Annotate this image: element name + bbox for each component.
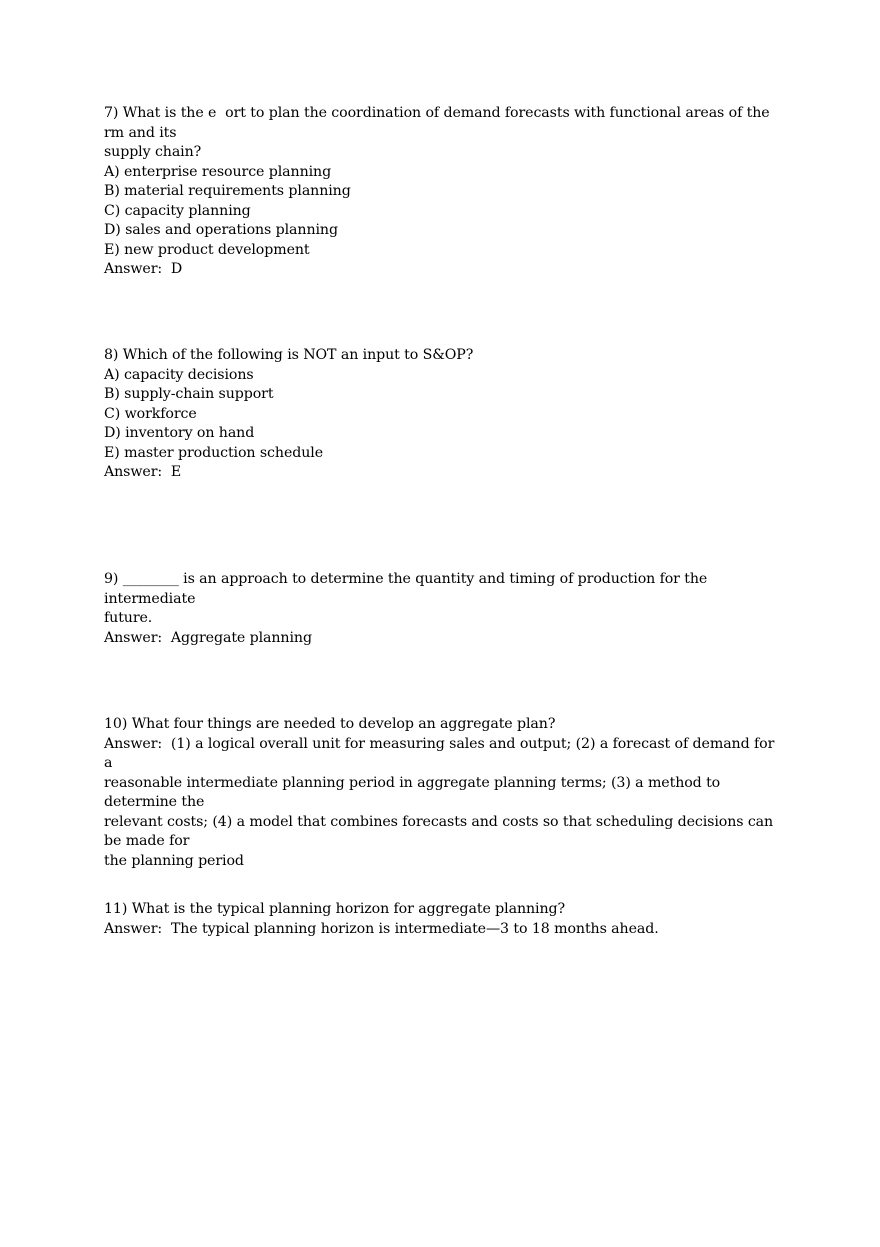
answer-option: B) supply-chain support: [104, 386, 274, 402]
answer-option: B) material requirements planning: [104, 183, 351, 199]
question-11: [104, 900, 780, 939]
answer-line: the planning period: [104, 852, 244, 869]
answer-line: Answer: (1) a logical overall unit for measuring sales and output; (2) a forecast of demand for a: [104, 735, 779, 771]
question-stem-line: 7) What is the e ort to plan the coordination of demand forecasts with functional areas of the rm and its: [104, 105, 783, 141]
answer-option: C) capacity planning: [104, 202, 251, 219]
question-stem-line: future.: [104, 610, 153, 626]
answer-line: Answer: The typical planning horizon is intermediate—3 to 18 months ahead.: [104, 920, 659, 937]
answer-option: E) new product development: [104, 241, 310, 258]
question-stem-line: supply chain?: [104, 144, 202, 160]
answer-option: C) workforce: [104, 405, 197, 422]
question-stem-line: 9) ________ is an approach to determine the quantity and timing of production for the intermediate: [104, 571, 712, 607]
answer-option: D) inventory on hand: [104, 425, 255, 441]
answer-option: D) sales and operations planning: [104, 222, 338, 238]
answer-line: Answer: D: [104, 261, 183, 277]
question-8: [104, 346, 780, 483]
question-stem-line: 10) What four things are needed to develop an aggregate plan?: [104, 716, 556, 732]
question-stem-line: 8) Which of the following is NOT an input to S&OP?: [104, 347, 474, 363]
answer-line: relevant costs; (4) a model that combines forecasts and costs so that scheduling decisions can be made for: [104, 813, 778, 849]
answer-option: A) enterprise resource planning: [104, 163, 332, 180]
question-9: [104, 570, 780, 648]
answer-line: Answer: E: [104, 464, 182, 480]
answer-line: reasonable intermediate planning period in aggregate planning terms; (3) a method to determine the: [104, 774, 725, 810]
question-stem-line: 11) What is the typical planning horizon for aggregate planning?: [104, 901, 565, 917]
answer-option: E) master production schedule: [104, 444, 323, 461]
answer-option: A) capacity decisions: [104, 366, 254, 383]
question-7: [104, 104, 783, 280]
answer-line: Answer: Aggregate planning: [104, 629, 312, 646]
question-10: [104, 715, 780, 871]
